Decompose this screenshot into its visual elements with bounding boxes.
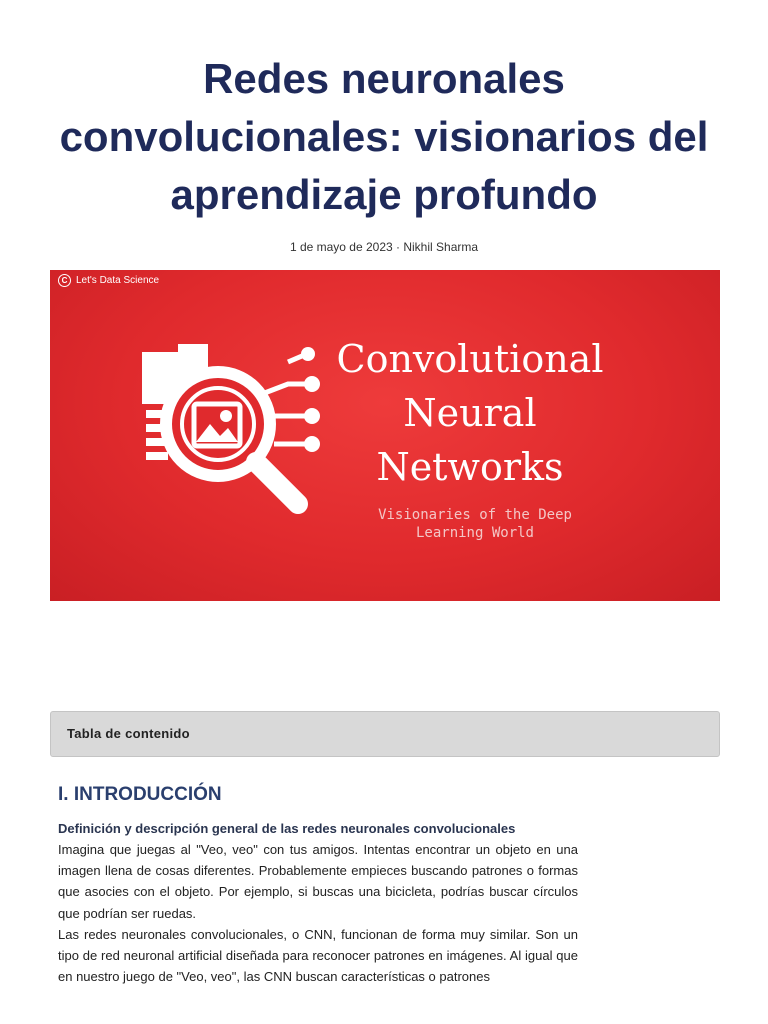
hero-heading (300, 332, 640, 494)
hero-brand (58, 274, 159, 287)
toc-label: Tabla de contenido (67, 726, 190, 741)
hero-heading-line: Neural (403, 391, 537, 435)
paragraph: Imagina que juegas al "Veo, veo" con tus amigos. Intentas encontrar un objeto en una imagen llena de cosas diferentes. Probablemente empieces buscando patrones o formas que asocies con el objeto. Por ejemplo, si buscas una bicicleta, podrías buscar círculos que podrían ser ruedas. (58, 842, 578, 921)
hero-heading-line: Convolutional (336, 337, 604, 381)
hero-image (50, 270, 720, 601)
section-body (58, 839, 578, 987)
hero-subtitle-line: Learning World (415, 525, 534, 541)
paragraph: Las redes neuronales convolucionales, o CNN, funcionan de forma muy similar. Son un tipo de red neuronal artificial diseñada para reconocer patrones en imágenes. Al igual que en nuestro juego de "Veo, veo", las CNN buscan características o patrones (58, 926, 578, 985)
hero-subtitle (330, 506, 620, 542)
section-subheading: Definición y descripción general de las redes neuronales convolucionales (58, 821, 516, 836)
copyright-icon: C (58, 274, 71, 287)
table-of-contents-toggle[interactable] (50, 711, 720, 757)
hero-heading-line: Networks (376, 445, 564, 489)
article-title: Redes neuronales convolucionales: visionarios del aprendizaje profundo (59, 55, 709, 218)
hero-brand-label: Let's Data Science (76, 275, 160, 286)
hero-subtitle-line: Visionaries of the Deep (378, 507, 572, 523)
section-heading: I. INTRODUCCIÓN (58, 784, 222, 805)
article-meta: 1 de mayo de 2023 · Nikhil Sharma (289, 240, 479, 254)
